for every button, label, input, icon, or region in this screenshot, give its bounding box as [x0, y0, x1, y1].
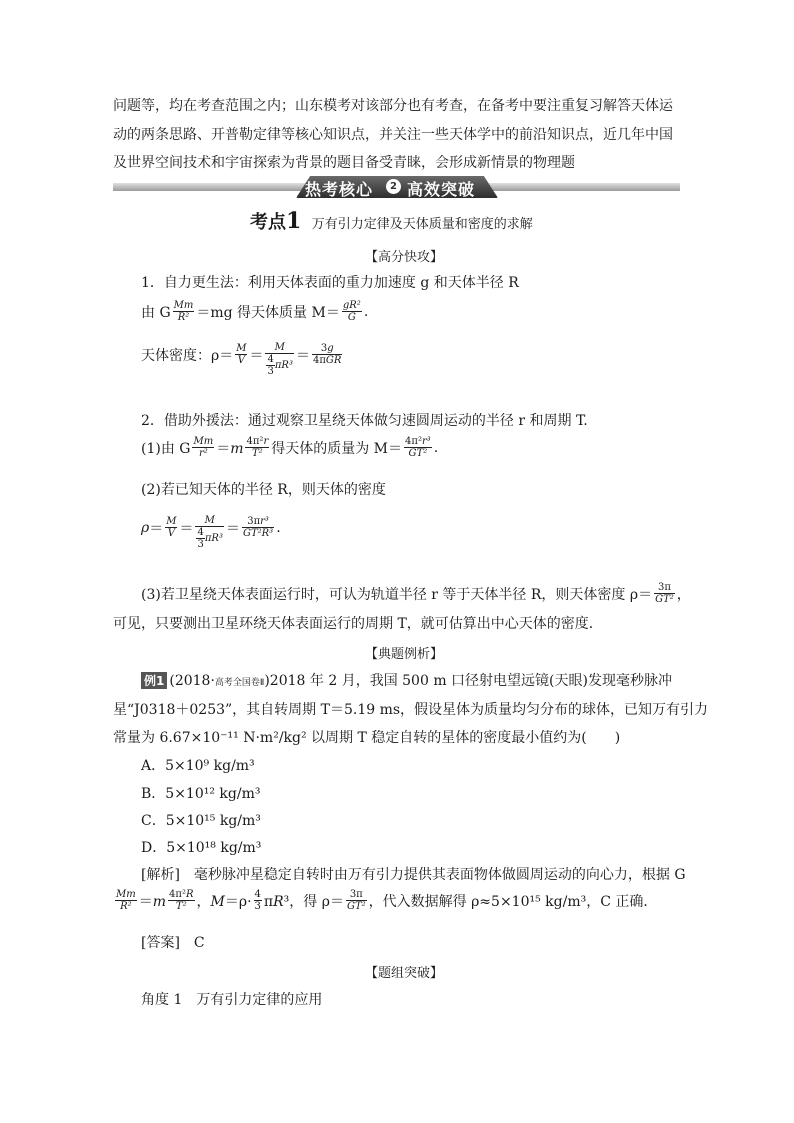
kaodian-number: 1 — [286, 208, 302, 234]
option-c[interactable]: C．5×10¹⁵ kg/m³ — [141, 813, 261, 829]
method1-density-label: 天体密度：ρ＝ — [141, 347, 234, 364]
intro-line-2: 动的两条思路、开普勒定律等核心知识点，并关注一些天体学中的前沿知识点，近几年中国 — [113, 127, 673, 143]
kaodian-title: 万有引力定律及天体质量和密度的求解 — [311, 217, 533, 232]
method2-p3-line1: (3)若卫星绕天体表面运行时，可认为轨道半径 r 等于天体半径 R，则天体密度 ρ＝ $\frac{3\pi}{\text{GT²}}$ ， — [141, 582, 691, 605]
kaodian-heading — [250, 208, 533, 234]
analysis-line-2-end: ，代入数据解得 ρ≈5×10¹⁵ kg/m³，C 正确． — [368, 893, 658, 910]
method1-equation: 由 G $\frac{Mm}{\text{R²}}$ ＝mg 得天体质量 M＝ $\frac{\text{gR²}}{G}$ . — [141, 300, 369, 323]
method2-p2: (2)若已知天体的半径 R，则天体的密度 — [141, 482, 386, 498]
analysis-line-2: $\frac{Mm}{\text{R²}}$ ＝m $\frac{\text{4π²R}}{\text{T²}}$ ，M＝ρ· $\frac{4}{3}$ πR³，得 ρ＝ $\frac{3\pi}{\text{GT²}}$ ，代入数据解得 ρ≈5×10¹⁵ kg/m³，C 正确． — [116, 889, 658, 912]
banner-left-text: 热考核心 — [305, 180, 374, 199]
section-banner — [113, 176, 680, 200]
method2-p1: (1)由 G $\frac{Mm}{\text{r²}}$ ＝m $\frac{\text{4π²r}}{\text{T²}}$ 得天体的质量为 M＝ $\frac{\text{4π²r³}}{\text{GT²}}$ . — [141, 436, 439, 459]
section-dianti: 【典题例析】 — [365, 647, 444, 662]
kaodian-prefix: 考点 — [250, 212, 286, 233]
banner-right-text: 高效突破 — [407, 180, 476, 199]
method2-density: ρ＝ $\frac{M}{V}$ ＝ M $\frac{4}{3}$ πR³ ＝ $\frac{\text{3πr³}}{\text{GT²R³}}$ . — [141, 515, 281, 550]
example-badge: 例1 — [141, 672, 167, 689]
example-source: 高考全国卷Ⅱ — [214, 678, 265, 688]
method1-title: 1．自力更生法：利用天体表面的重力加速度 g 和天体半径 R — [141, 275, 519, 291]
method2-p1-mid: 得天体的质量为 M＝ — [271, 440, 403, 457]
answer: [答案] C — [141, 935, 205, 951]
section-gaofen: 【高分快攻】 — [365, 250, 444, 265]
method2-p3-line2: 可见，只要测出卫星环绕天体表面运行的周期 T，就可估算出中心天体的密度． — [113, 616, 603, 632]
example-year: (2018· — [169, 673, 215, 689]
option-a[interactable]: A．5×10⁹ kg/m³ — [141, 758, 255, 774]
example-line-1-text: )2018 年 2 月，我国 500 m 口径射电望远镜(天眼)发现毫秒脉冲 — [264, 673, 672, 689]
analysis-line-1: [解析] 毫秒脉冲星稳定自转时由万有引力提供其表面物体做圆周运动的向心力，根据 G — [141, 867, 686, 883]
section-tizu: 【题组突破】 — [365, 966, 444, 981]
option-b[interactable]: B．5×10¹² kg/m³ — [141, 786, 261, 802]
example-line-2: 星“J0318＋0253”，其自转周期 T＝5.19 ms，假设星体为质量均匀分布的球体，已知万有引力 — [113, 702, 709, 718]
example-line-3: 常量为 6.67×10⁻¹¹ N·m²/kg² 以周期 T 稳定自转的星体的密度最小值约为( ) — [113, 730, 621, 746]
example-line-1 — [141, 670, 672, 690]
banner-circle-number: 2 — [386, 179, 401, 194]
intro-line-3: 及世界空间技术和宇宙探索为背景的题目备受青睐，会形成新情景的物理题 — [113, 155, 575, 171]
method1-eq-prefix: 由 G — [141, 304, 171, 321]
intro-line-1: 问题等，均在考查范围之内；山东模考对该部分也有考查，在备考中要注重复习解答天体运 — [113, 98, 673, 114]
method1-eq-mid: ＝mg 得天体质量 M＝ — [196, 304, 340, 321]
option-d[interactable]: D．5×10¹⁸ kg/m³ — [141, 840, 262, 856]
method2-p3-text: (3)若卫星绕天体表面运行时，可认为轨道半径 r 等于天体半径 R，则天体密度 ρ＝ — [141, 586, 653, 603]
method2-p1-prefix: (1)由 G — [141, 440, 191, 457]
method2-title: 2．借助外援法：通过观察卫星绕天体做匀速圆周运动的半径 r 和周期 T. — [141, 413, 588, 429]
method1-density: 天体密度：ρ＝ $\frac{M}{V}$ ＝ M $\frac{4}{3}$ πR³ ＝ $\frac{3g}{\text{4πGR}}$ — [141, 342, 342, 377]
angle-1-heading: 角度 1 万有引力定律的应用 — [141, 992, 323, 1008]
